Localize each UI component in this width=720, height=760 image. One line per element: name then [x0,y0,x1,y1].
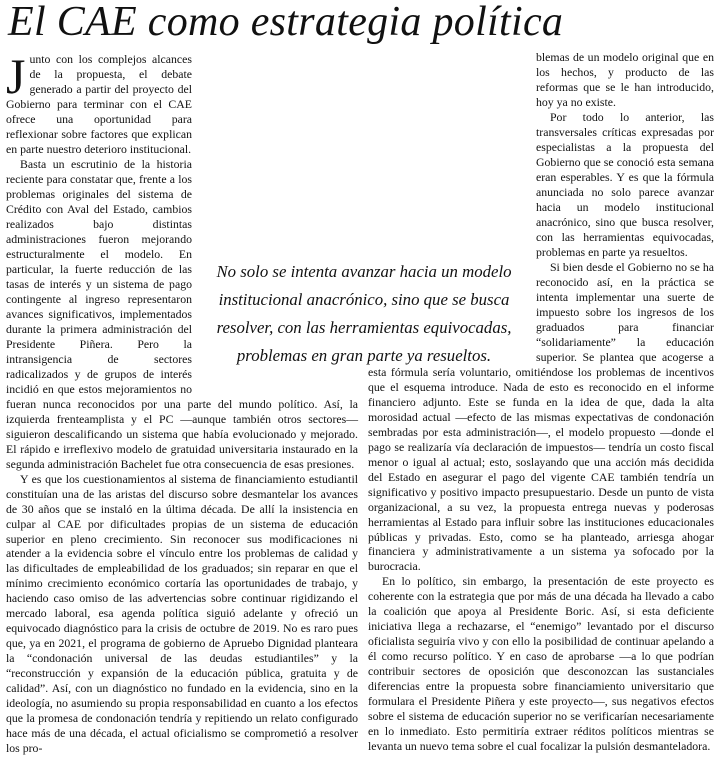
paragraph-5: Por todo lo anterior, las transversales críticas expresadas por especialistas a la propuesta del Gobierno que se conoció esta semana eran esperables. Y es que la fórmula anunciada no solo parece avanzar hacia un modelo institucional anacrónico, sino que busca resolver, con las herramientas equivocadas, problemas en parte ya resueltos. [536,109,714,259]
paragraph-2: Basta un escrutinio de la historia reciente para constatar que, frente a los problemas originales del sistema de Crédito con Aval del Estado, cambios realizados bajo distintas administraciones fueron mejorando estructuralmente el modelo. En particular, la fuerte reducción de las tasas de interés y un sistema de pago contingente al ingreso representaron avances significativos, implementados durante la primera administración del Presidente Piñera. Pero la intransigencia de sectores radicalizados y de grupos de interés incidió en que estos mejoramientos no fueran nunca reconocidos por una parte del mundo político. Así, la izquierda frenteamplista y el PC —aunque también otros sectores— siguieron descalificando un sistema que había evolucionado y mejorado. El rápido e irreflexivo modelo de gratuidad universitaria instaurado en la segunda administración Bachelet fue otra consecuencia de esas presiones. [6,156,358,471]
paragraph-4: blemas de un modelo original que en los hechos, y producto de las reformas que se le han introducido, hoy ya no existe. [536,50,714,109]
paragraph-1 [6,48,358,157]
editorial-title: El CAE como estrategia política [8,0,564,45]
drop-cap: J [6,48,26,104]
right-column [368,50,714,754]
paragraph-3: Y es que los cuestionamientos al sistema de financiamiento estudiantil constituían una de las aristas del discurso sobre desmantelar los avances de 30 años que se instaló en la última década. De allí la insistencia en culpar al CAE por dificultades propias de un sistema de educación superior en pleno crecimiento. Sin reconocer sus modificaciones ni atender a la evidencia sobre el vínculo entre los problemas de calidad y las dificultades de empleabilidad de los graduados; sin reparar en que el mínimo crecimiento económico cortaría las oportunidades de trabajo, y haciendo caso omiso de las advertencias sobre continuar rigidizando el mercado laboral, esa agenda política siguió adelante y ofreció un equivocado diagnóstico para la crisis de octubre de 2019. No es raro pues que, ya en 2021, el programa de gobierno de Apruebo Dignidad planteara la “condonación universal de las deudas estudiantiles” y la “reconstrucción y expansión de la educación pública, gratuita y de calidad”. Así, con un diagnóstico no fundado en la evidencia, sino en la ideología, no asumiendo su propia responsabilidad en cuanto a los efectos que la promesa de condonación tendría y repitiendo un relato configurado hace más de una década, el actual oficialismo se comprometió a resolver los pro- [6,471,358,756]
paragraph-7: En lo político, sin embargo, la presentación de este proyecto es coherente con la estrategia que por más de una década ha llevado a cabo la coalición que apoya al Presidente Boric. Así, si esta deficiente iniciativa llega a rechazarse, el “enemigo” levantado por el discurso oficialista seguiría vivo y con ello la posibilidad de continuar apelando a él como recurso político. Y en caso de aprobarse —a lo que podrían contribuir sectores de oposición que desconozcan las sustanciales diferencias entre la propuesta sobre financiamiento universitario que formulara el Presidente Piñera y este proyecto—, sus negativos efectos sobre el sistema de educación superior no se verificarían necesariamente en lo inmediato. Esto permitiría extraer réditos políticos mientras se levanta un nuevo tema sobre el cual focalizar la pulsión desmanteladora. [368,574,714,754]
paragraph-1-text: unto con los complejos alcances de la propuesta, el debate generado a partir del proyecto del Gobierno para terminar con el CAE ofrece una oportunidad para reflexionar sobre factores que explican en parte nuestro deterioro institucional. [6,52,192,156]
left-column [6,48,358,756]
pullquote: No solo se intenta avanzar hacia un modelo institucional anacrónico, sino que se busca resolver, con las herramientas equivocadas, problemas en gran parte ya resueltos. [216,262,512,365]
paragraph-6: Si bien desde el Gobierno no se ha reconocido así, en la práctica se intenta implementar una suerte de impuesto sobre los ingresos de los graduados para financiar “solidariamente” la educación superior. Se plantea que acogerse a esta fórmula sería voluntario, omitiéndose los problemas de incentivos que el esquema introduce. Nada de esto es reconocido en el informe financiero adjunto. Este se funda en la idea de que, dada la alta morosidad actual —efecto de las mismas expectativas de condonación sembradas por esta administración—, el modelo propuesto —donde el pago se realizaría vía declaración de impuestos— tendría un costo fiscal menor o igual al actual; esto, soslayando que una acción más decidida del Estado en asegurar el pago del vigente CAE también tendría un significativo y positivo impacto presupuestario. Desde un punto de vista organizacional, a su vez, la propuesta entrega nuevas y poderosas herramientas al Estado para influir sobre las instituciones educacionales públicas y privadas. Esto, como se ha planteado, arriesga ahogar financiera y administrativamente a un sistema ya sofocado por la burocracia. [368,259,714,574]
